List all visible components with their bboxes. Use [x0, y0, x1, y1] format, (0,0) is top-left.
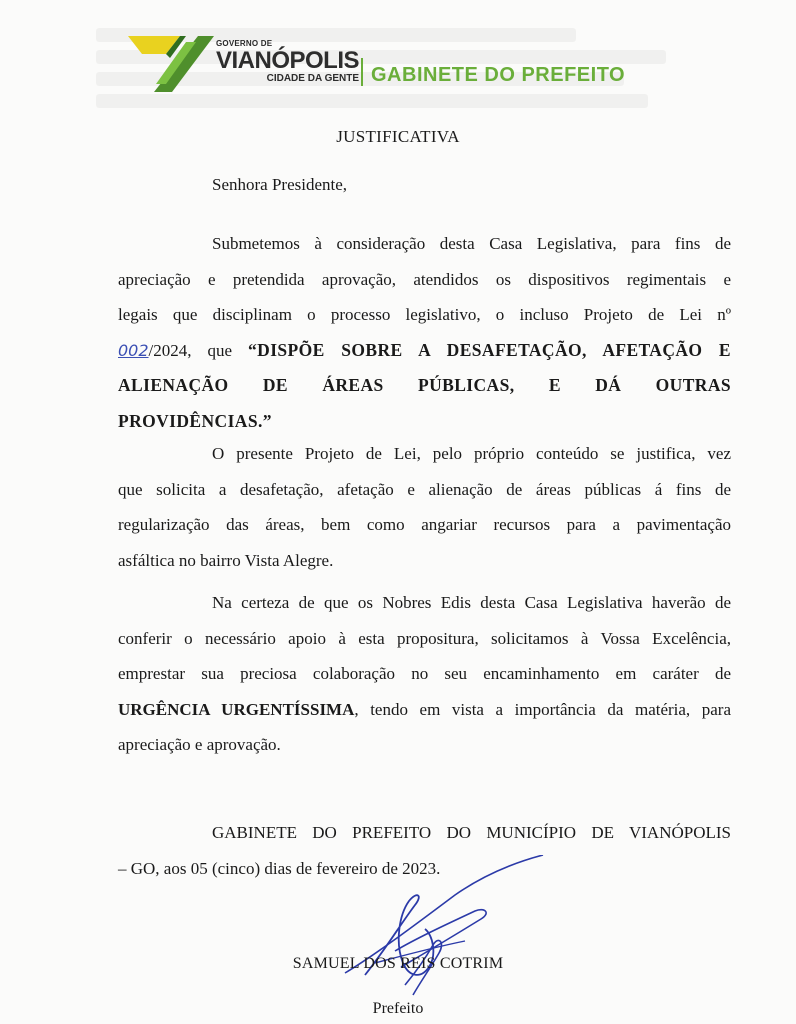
header-divider — [361, 58, 363, 86]
text-fragment: , tendo em vista a importância da matéria, para — [354, 699, 731, 719]
text-line: apreciação e aprovação. — [118, 735, 281, 754]
text-line: regularização das áreas, bem como angariar recursos para a pavimentação — [118, 515, 731, 534]
handwritten-bill-number: 002 — [118, 340, 149, 360]
text-line: – GO, aos 05 (cinco) dias de fevereiro de 2023. — [118, 858, 441, 878]
paragraph-submission — [118, 226, 731, 439]
bill-subject-start: “DISPÕE SOBRE A DESAFETAÇÃO, AFETAÇÃO E — [248, 339, 731, 360]
text-line: emprestar sua preciosa colaboração no seu encaminhamento em caráter de — [118, 664, 731, 683]
cabinet-title: GABINETE DO PREFEITO — [371, 64, 626, 86]
logo-slogan: CIDADE DA GENTE — [266, 73, 360, 84]
text-line: GABINETE DO PREFEITO DO MUNICÍPIO DE VIANÓPOLIS — [212, 823, 731, 842]
text-line: Submetemos à consideração desta Casa Legislativa, para fins de — [212, 234, 731, 253]
document-title: JUSTIFICATIVA — [336, 127, 460, 146]
bill-subject-line: ALIENAÇÃO DE ÁREAS PÚBLICAS, E DÁ OUTRAS — [118, 375, 731, 395]
text-line: conferir o necessário apoio à esta propositura, solicitamos à Vossa Excelência, — [118, 628, 731, 648]
logo-city-name: VIANÓPOLIS — [216, 47, 360, 74]
text-line: Na certeza de que os Nobres Edis desta Casa Legislativa haverão de — [212, 593, 731, 612]
signer-role: Prefeito — [372, 1000, 424, 1017]
bill-year: /2024, que — [148, 340, 249, 360]
text-line: O presente Projeto de Lei, pelo próprio conteúdo se justifica, vez — [212, 444, 731, 463]
paragraph-justification — [118, 436, 731, 578]
municipality-logo-icon — [126, 32, 216, 96]
handwritten-signature — [305, 855, 555, 1015]
text-line: asfáltica no bairro Vista Alegre. — [118, 550, 334, 570]
text-line — [118, 333, 731, 369]
urgency-label: URGÊNCIA URGENTÍSSIMA — [118, 699, 355, 719]
logo-government-label: GOVERNO DE — [216, 39, 273, 48]
bill-subject-end: PROVIDÊNCIAS.” — [118, 410, 272, 431]
salutation: Senhora Presidente, — [212, 175, 348, 194]
paragraph-urgency — [118, 585, 731, 763]
text-line — [118, 692, 731, 728]
signer-name: SAMUEL DOS REIS COTRIM — [292, 955, 504, 972]
text-line: legais que disciplinam o processo legislativo, o incluso Projeto de Lei nº — [118, 305, 731, 324]
logo-wordmark — [216, 40, 359, 84]
letterhead — [126, 28, 646, 100]
text-line: apreciação e pretendida aprovação, atendidos os dispositivos regimentais e — [118, 269, 731, 289]
text-line: que solicita a desafetação, afetação e alienação de áreas públicas á fins de — [118, 479, 731, 499]
